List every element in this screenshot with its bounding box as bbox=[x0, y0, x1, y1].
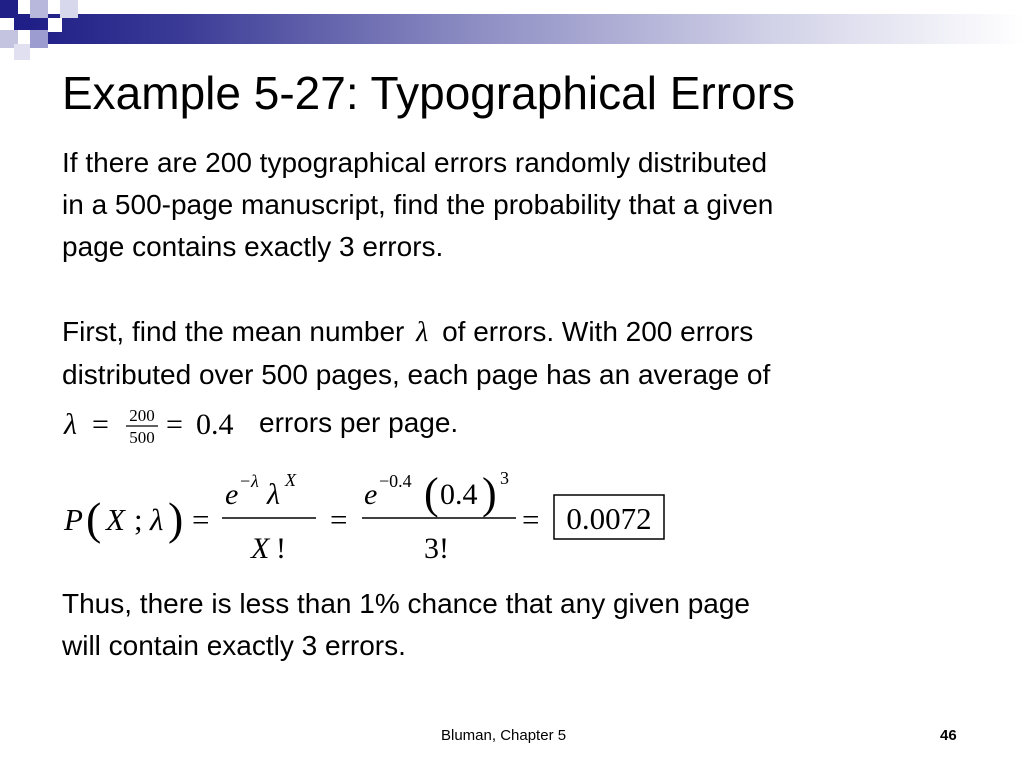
svg-text:λ: λ bbox=[150, 502, 164, 537]
equals-sign: = bbox=[330, 502, 348, 537]
svg-text:;: ; bbox=[134, 502, 143, 537]
equals-sign: = bbox=[522, 502, 540, 537]
explanation-line-1-start: First, find the mean number bbox=[62, 316, 405, 347]
svg-text:): ) bbox=[482, 469, 497, 518]
deco-square-4 bbox=[14, 14, 30, 30]
svg-text:3: 3 bbox=[500, 468, 509, 488]
svg-text:X: X bbox=[106, 502, 125, 537]
lambda-calc-symbol: λ bbox=[64, 408, 77, 441]
explanation-line-1 bbox=[62, 311, 962, 354]
svg-text:3!: 3! bbox=[424, 532, 449, 565]
lambda-suffix: errors per page. bbox=[259, 407, 459, 438]
formula-lhs bbox=[63, 493, 209, 544]
substituted-fraction bbox=[362, 468, 516, 565]
conclusion bbox=[62, 583, 962, 667]
svg-text:−: − bbox=[240, 471, 251, 491]
problem-line-2: in a 500-page manuscript, find the probability that a given bbox=[62, 189, 774, 220]
general-fraction bbox=[222, 470, 316, 565]
svg-text:X: X bbox=[251, 532, 270, 565]
poisson-formula bbox=[62, 460, 762, 570]
svg-text:): ) bbox=[168, 493, 184, 544]
svg-text:!: ! bbox=[276, 532, 286, 565]
answer-value: 0.0072 bbox=[566, 501, 652, 536]
lambda-equation bbox=[62, 400, 262, 450]
svg-text:e: e bbox=[225, 478, 239, 511]
svg-text:0.4: 0.4 bbox=[440, 478, 478, 511]
svg-text:X: X bbox=[285, 470, 296, 490]
header-gradient-bar bbox=[30, 14, 1024, 44]
footer-source: Bluman, Chapter 5 bbox=[441, 727, 567, 744]
lambda-calculation bbox=[62, 400, 662, 450]
conclusion-line-1: Thus, there is less than 1% chance that any given page bbox=[62, 588, 750, 619]
deco-square-2 bbox=[30, 0, 48, 18]
slide-title: Example 5-27: Typographical Errors bbox=[62, 67, 795, 119]
deco-square-7 bbox=[48, 18, 62, 32]
svg-text:λ: λ bbox=[267, 478, 280, 511]
conclusion-line-2: will contain exactly 3 errors. bbox=[62, 630, 406, 661]
problem-line-3: page contains exactly 3 errors. bbox=[62, 231, 444, 262]
svg-text:−0.4: −0.4 bbox=[379, 471, 412, 491]
lambda-denominator: 500 bbox=[129, 428, 155, 447]
svg-text:e: e bbox=[364, 478, 378, 511]
lambda-result: 0.4 bbox=[196, 408, 234, 441]
equals-sign: = bbox=[166, 408, 183, 441]
svg-text:λ: λ bbox=[251, 471, 259, 491]
svg-text:P: P bbox=[64, 502, 83, 537]
deco-square-3 bbox=[60, 0, 78, 18]
problem-statement bbox=[62, 142, 962, 268]
lambda-numerator: 200 bbox=[129, 406, 155, 425]
deco-square-6 bbox=[30, 30, 48, 48]
explanation-line-2: distributed over 500 pages, each page has an average of bbox=[62, 359, 771, 390]
svg-text:(: ( bbox=[424, 469, 439, 518]
slide-header-decoration bbox=[0, 0, 1024, 70]
problem-line-1: If there are 200 typographical errors randomly distributed bbox=[62, 147, 768, 178]
deco-square-8 bbox=[14, 44, 30, 60]
lambda-symbol: λ bbox=[416, 317, 429, 348]
equals-sign: = bbox=[92, 408, 109, 441]
svg-text:(: ( bbox=[86, 493, 102, 544]
explanation bbox=[62, 311, 962, 396]
svg-text:=: = bbox=[192, 502, 210, 537]
footer-page-number: 46 bbox=[940, 727, 957, 744]
explanation-line-1-end: of errors. With 200 errors bbox=[442, 316, 754, 347]
